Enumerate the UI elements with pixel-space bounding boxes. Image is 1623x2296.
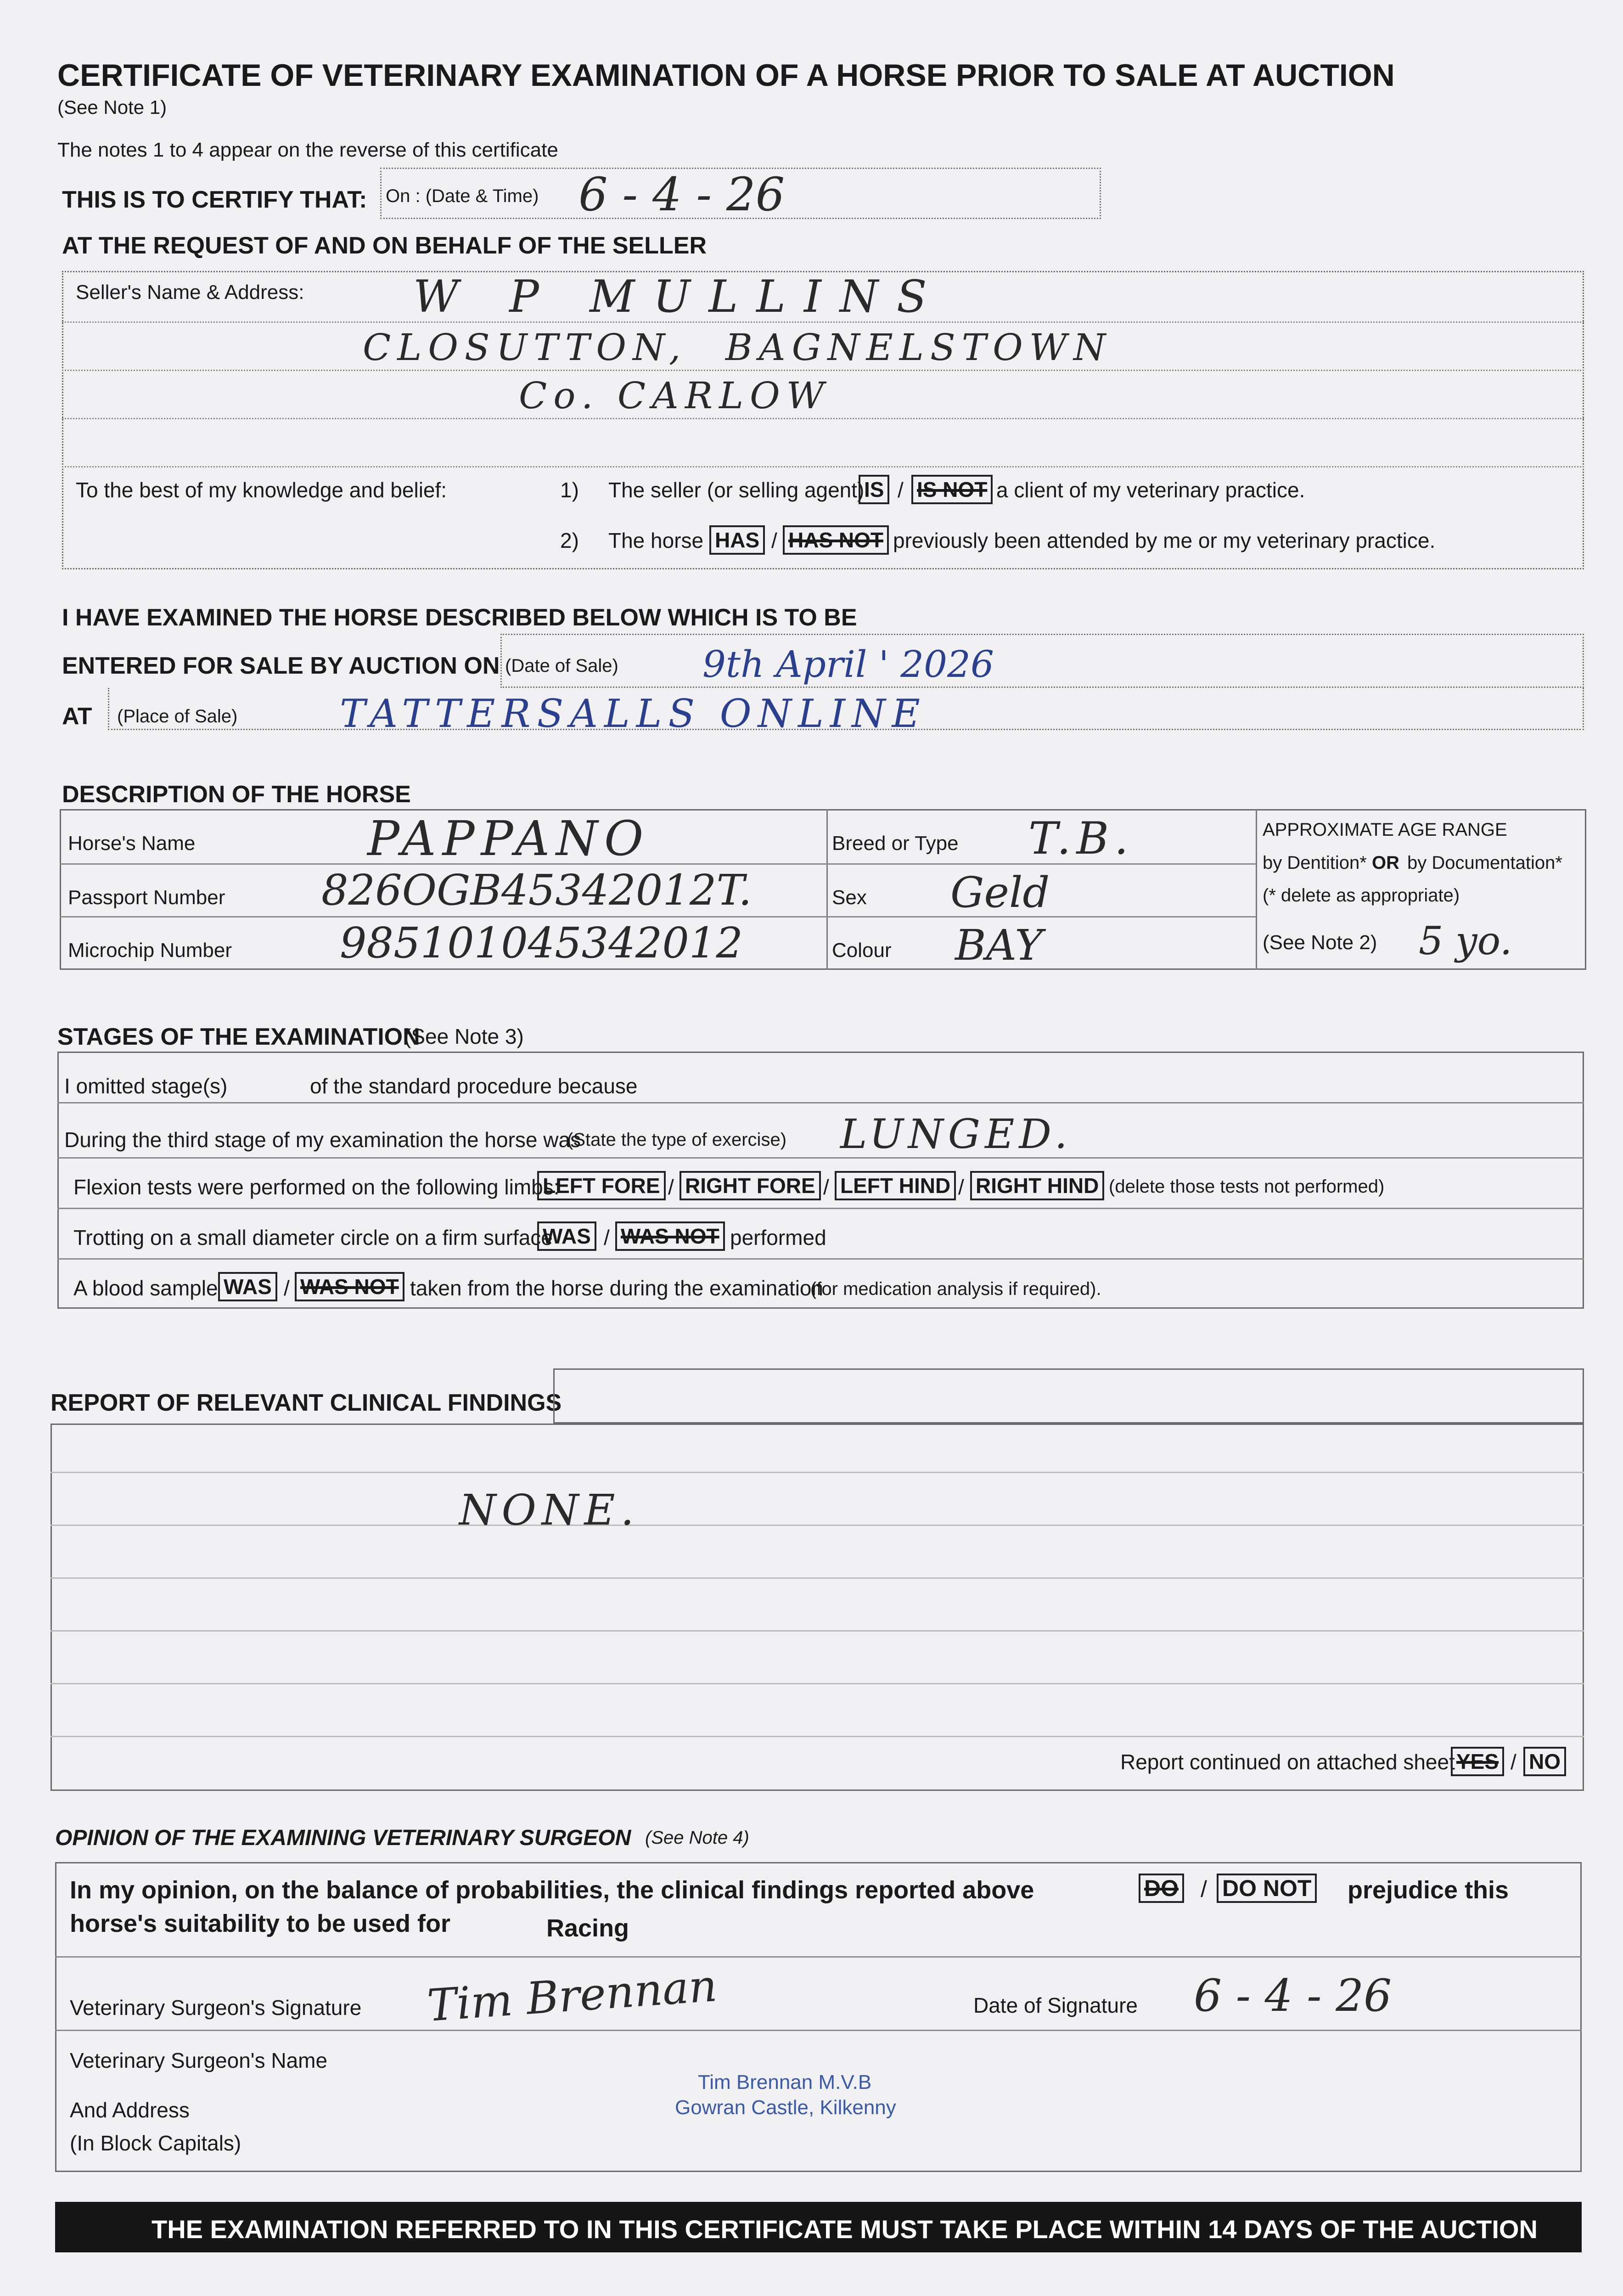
- age-delete-note: (* delete as appropriate): [1263, 885, 1460, 906]
- item2-post: previously been attended by me or my veterinary practice.: [893, 529, 1436, 552]
- opinion-header-note: (See Note 4): [645, 1828, 749, 1848]
- is-not-option[interactable]: IS NOT: [911, 475, 993, 504]
- microchip-label: Microchip Number: [68, 939, 232, 962]
- age-by-dentition: by Dentition*: [1263, 853, 1367, 873]
- passport-value[interactable]: 826OGB45342012T.: [321, 866, 752, 915]
- item1-pre: The seller (or selling agent): [608, 478, 865, 502]
- notes-line: The notes 1 to 4 appear on the reverse of this certificate: [57, 139, 558, 161]
- breed-value[interactable]: T.B.: [1028, 813, 1134, 864]
- date-of-signature-label: Date of Signature: [973, 1993, 1138, 2017]
- request-line: AT THE REQUEST OF AND ON BEHALF OF THE SELLER: [62, 232, 707, 259]
- item1-post: a client of my veterinary practice.: [996, 478, 1305, 502]
- microchip-value[interactable]: 985101045342012: [340, 918, 743, 968]
- left-hind-option[interactable]: LEFT HIND: [835, 1171, 956, 1200]
- breed-label: Breed or Type: [832, 832, 959, 855]
- opinion-line-2: horse's suitability to be used for: [70, 1910, 450, 1937]
- trot-was-not-option[interactable]: WAS NOT: [615, 1221, 725, 1251]
- seller-label: Seller's Name & Address:: [76, 281, 304, 304]
- age-see-note: (See Note 2): [1263, 931, 1377, 954]
- seller-address-1[interactable]: CLOSUTTON,: [363, 326, 687, 369]
- item1-num: 1): [560, 478, 579, 502]
- opinion-line-1-post: prejudice this: [1348, 1876, 1509, 1904]
- passport-label: Passport Number: [68, 886, 225, 909]
- blood-label: A blood sample: [73, 1276, 218, 1300]
- opinion-header: OPINION OF THE EXAMINING VETERINARY SURGEON: [55, 1826, 631, 1850]
- and-address-label: And Address: [70, 2098, 190, 2122]
- report-continued: Report continued on attached sheet: [1120, 1750, 1455, 1774]
- stages-header: STAGES OF THE EXAMINATION: [57, 1024, 420, 1050]
- right-hind-option[interactable]: RIGHT HIND: [970, 1171, 1104, 1200]
- third-stage-value[interactable]: LUNGED.: [840, 1110, 1072, 1158]
- omitted-label-b: of the standard procedure because: [310, 1074, 638, 1098]
- certify-label: THIS IS TO CERTIFY THAT:: [62, 186, 367, 213]
- trot-was-option[interactable]: WAS: [537, 1221, 596, 1251]
- report-value[interactable]: NONE.: [459, 1486, 640, 1535]
- footer-text: THE EXAMINATION REFERRED TO IN THIS CERTIFICATE MUST TAKE PLACE WITHIN 14 DAYS OF THE AUCTION: [152, 2215, 1538, 2244]
- examined-line-1: I HAVE EXAMINED THE HORSE DESCRIBED BELOW WHICH IS TO BE: [62, 604, 857, 631]
- see-note-1: (See Note 1): [57, 96, 167, 118]
- blood-was-not-option[interactable]: WAS NOT: [295, 1272, 404, 1301]
- sex-value[interactable]: Geld: [950, 868, 1050, 917]
- colour-value[interactable]: BAY: [955, 921, 1043, 970]
- opinion-use-value[interactable]: Racing: [546, 1914, 629, 1942]
- vet-stamp-line-2: Gowran Castle, Kilkenny: [675, 2096, 896, 2119]
- place-of-sale-value[interactable]: TATTERSALLS ONLINE: [340, 691, 927, 736]
- blood-note: (for medication analysis if required).: [810, 1279, 1101, 1299]
- third-stage-label: During the third stage of my examination the horse was: [64, 1128, 581, 1152]
- seller-name[interactable]: W P MULLINS: [413, 271, 945, 322]
- age-by-documentation: by Documentation*: [1407, 853, 1562, 873]
- has-not-option[interactable]: HAS NOT: [783, 525, 889, 555]
- third-stage-note: (State the type of exercise): [567, 1130, 787, 1150]
- knowledge-label: To the best of my knowledge and belief:: [76, 478, 447, 502]
- opinion-do-option[interactable]: DO: [1139, 1874, 1184, 1903]
- continued-yes-option[interactable]: YES: [1451, 1747, 1504, 1776]
- vet-name-label: Veterinary Surgeon's Name: [70, 2048, 328, 2072]
- opinion-do-not-option[interactable]: DO NOT: [1217, 1874, 1317, 1903]
- seller-address-2[interactable]: BAGNELSTOWN: [725, 326, 1112, 369]
- date-of-sale-value[interactable]: 9th April ' 2026: [702, 643, 994, 686]
- block-capitals-label: (In Block Capitals): [70, 2131, 241, 2155]
- horse-name-value[interactable]: PAPPANO: [367, 810, 650, 867]
- has-option[interactable]: HAS: [709, 525, 765, 555]
- right-fore-option[interactable]: RIGHT FORE: [680, 1171, 821, 1200]
- flexion-note: (delete those tests not performed): [1109, 1176, 1385, 1197]
- description-header: DESCRIPTION OF THE HORSE: [62, 781, 411, 808]
- opinion-line-1: In my opinion, on the balance of probabilities, the clinical findings reported above: [70, 1876, 1034, 1904]
- report-header: REPORT OF RELEVANT CLINICAL FINDINGS: [51, 1390, 562, 1416]
- blood-was-option[interactable]: WAS: [218, 1272, 277, 1301]
- sex-label: Sex: [832, 886, 867, 909]
- signature-value[interactable]: Tim Brennan: [425, 1960, 719, 2032]
- certify-date-value[interactable]: 6 - 4 - 26: [578, 168, 785, 221]
- stages-header-note: (See Note 3): [404, 1024, 524, 1048]
- age-value[interactable]: 5 yo.: [1419, 918, 1512, 963]
- left-fore-option[interactable]: LEFT FORE: [537, 1171, 666, 1200]
- seller-address-3[interactable]: Co. CARLOW: [519, 374, 831, 417]
- vet-stamp-line-1: Tim Brennan M.V.B: [698, 2071, 872, 2093]
- certificate-title: CERTIFICATE OF VETERINARY EXAMINATION OF A HORSE PRIOR TO SALE AT AUCTION: [57, 58, 1395, 93]
- blood-post: taken from the horse during the examination: [410, 1276, 824, 1300]
- signature-label: Veterinary Surgeon's Signature: [70, 1996, 362, 2020]
- report-header-box: [553, 1368, 1584, 1424]
- horse-name-label: Horse's Name: [68, 832, 196, 855]
- is-option[interactable]: IS: [859, 475, 889, 504]
- trot-label: Trotting on a small diameter circle on a firm surface: [73, 1226, 553, 1249]
- continued-no-option[interactable]: NO: [1523, 1747, 1566, 1776]
- examined-line-2: ENTERED FOR SALE BY AUCTION ON: [62, 653, 500, 679]
- age-or: OR: [1372, 853, 1399, 873]
- date-of-sale-label: (Date of Sale): [505, 656, 618, 676]
- date-of-signature-value[interactable]: 6 - 4 - 26: [1194, 1970, 1392, 2021]
- date-of-sale-box: [500, 634, 1584, 688]
- place-of-sale-label: (Place of Sale): [117, 706, 238, 726]
- flexion-label: Flexion tests were performed on the following limbs:: [73, 1175, 560, 1199]
- colour-label: Colour: [832, 939, 892, 962]
- item2-pre: The horse: [608, 529, 704, 552]
- age-title: APPROXIMATE AGE RANGE: [1263, 820, 1507, 840]
- omitted-label-a: I omitted stage(s): [64, 1074, 228, 1098]
- item2-num: 2): [560, 529, 579, 552]
- at-label: AT: [62, 703, 92, 730]
- trot-post: performed: [730, 1226, 826, 1249]
- certify-on-label: On : (Date & Time): [386, 186, 539, 206]
